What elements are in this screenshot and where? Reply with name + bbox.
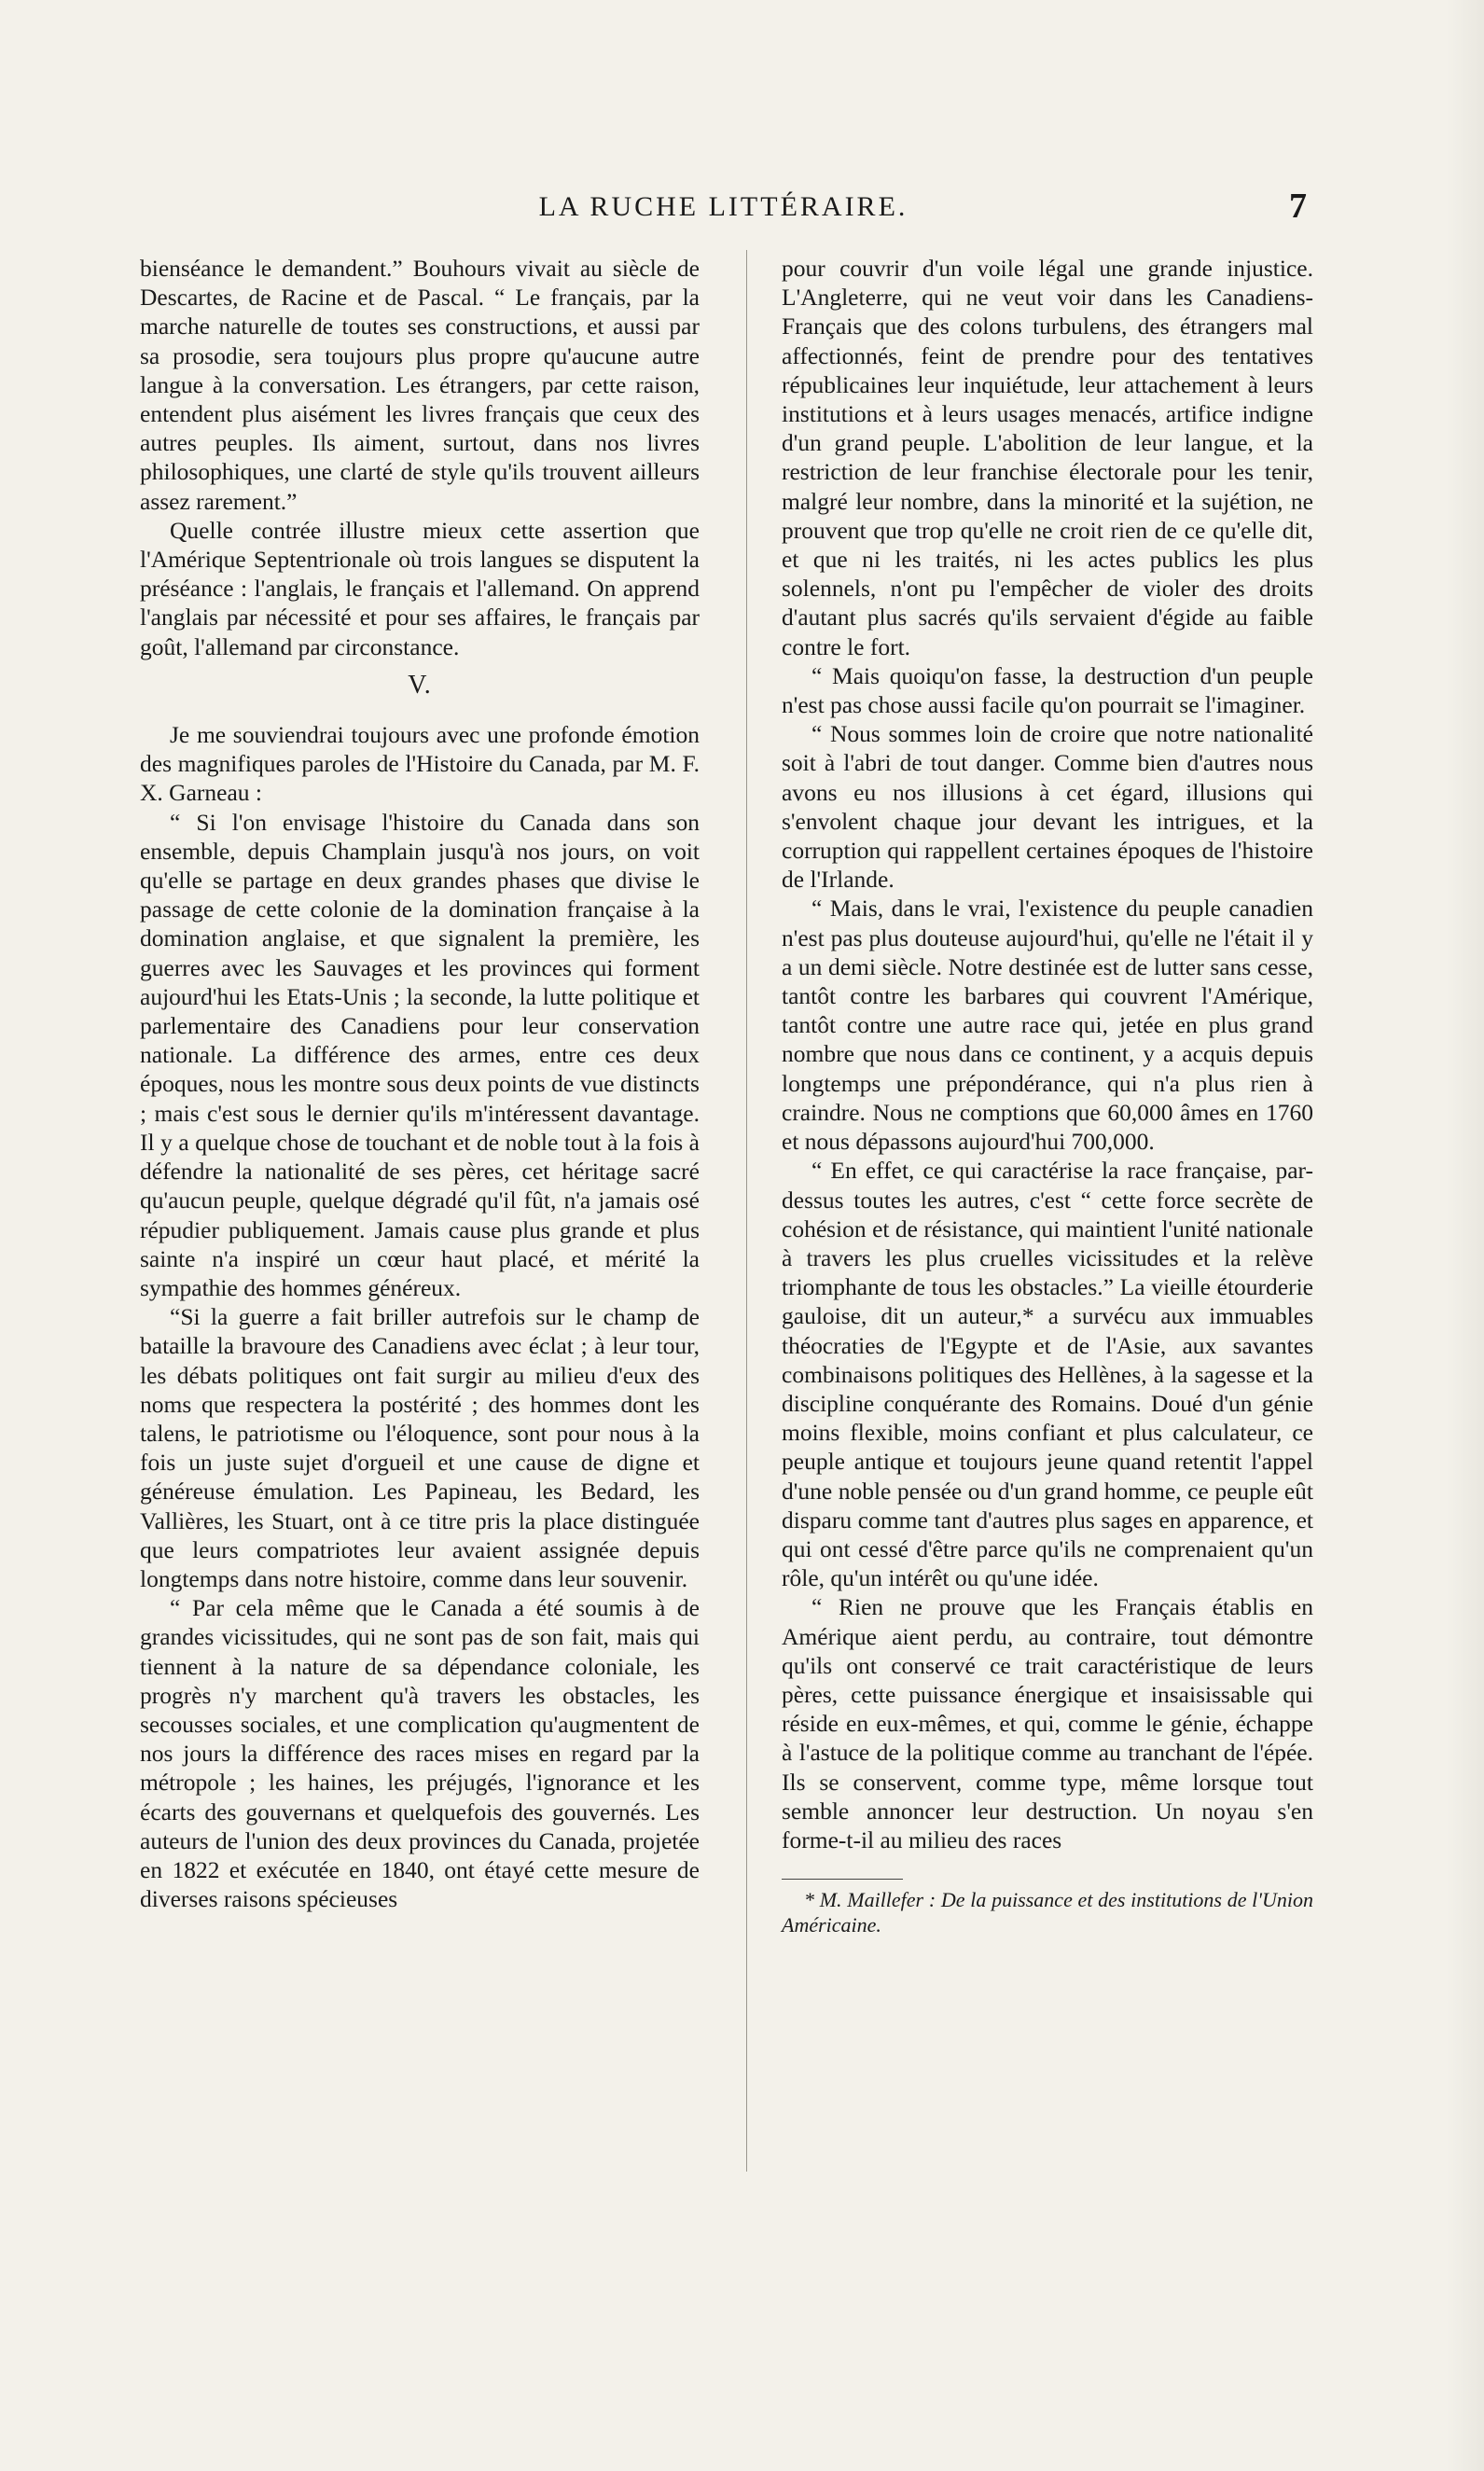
left-column <box>140 254 700 1913</box>
running-title: LA RUCHE LITTÉRAIRE. <box>538 191 908 222</box>
page-edge <box>1447 0 1484 2471</box>
paragraph: “ En effet, ce qui caractérise la race française, par-dessus toutes les autres, c'est “ cette force secrète de cohésion et de résistance, qui maintient l'unité nationale à travers les plus cruelles vicissitudes et la relève triomphante de tous les obstacles.” La vieille étourderie gauloise, dit un auteur,* a survécu aux immuables théocraties de l'Egypte et de l'Asie, aux savantes combinaisons politiques des Hellènes, à la sagesse et la discipline conquérante des Romains. Doué d'un génie moins flexible, moins confiant et plus calculateur, ce peuple antique et toujours jeune quand retentit l'appel d'une noble pensée ou d'un grand homme, ce peuple eût disparu comme tant d'autres plus sages en apparence, et qui ont cessé d'être parce qu'ils ne comprenaient qu'un rôle, qu'un intérêt ou qu'une idée. <box>782 1157 1313 1592</box>
paragraph: “Si la guerre a fait briller autrefois sur le champ de bataille la bravoure des Canadiens avec éclat ; à leur tour, les débats politiques ont fait surgir au milieu d'eux des noms que respectera la postérité ; des hommes dont les talens, le patriotisme ou l'éloquence, sont pour nous à la fois un juste sujet d'orgueil et une cause de digne et généreuse émulation. Les Papineau, les Bedard, les Vallières, les Stuart, ont à ce titre pris la place distinguée que leurs compatriotes leur avaient assignée depuis longtemps dans notre histoire, comme dans leur souvenir. <box>140 1303 700 1592</box>
paragraph: Quelle contrée illustre mieux cette assertion que l'Amérique Septentrionale où trois langues se disputent la préséance : l'anglais, le français et l'allemand. On apprend l'anglais par nécessité et pour ses affaires, le français par goût, l'allemand par circonstance. <box>140 516 700 660</box>
paragraph: Je me souviendrai toujours avec une profonde émotion des magnifiques paroles de l'Histoire du Canada, par M. F. X. Garneau : <box>140 721 700 807</box>
paragraph: “ Mais quoiqu'on fasse, la destruction d'un peuple n'est pas chose aussi facile qu'on pourrait se l'imaginer. <box>782 661 1313 719</box>
paragraph: “ Rien ne prouve que les Français établis en Amérique aient perdu, au contraire, tout démontre qu'ils ont conservé ce trait caractéristique de leurs pères, cette puissance énergique et insaisissable qui réside en eux-mêmes, et qui, comme le génie, échappe à l'astuce de la politique comme au tranchant de l'épée. Ils se conservent, comme type, même lorsque tout semble annoncer leur destruction. Un noyau s'en forme-t-il au milieu des races <box>782 1593 1313 1853</box>
paragraph: “ Nous sommes loin de croire que notre nationalité soit à l'abri de tout danger. Comme bien d'autres nous avons eu nos illusions à cet égard, illusions qui s'envolent chaque jour devant les intrigues, et la corruption qui rappellent certaines époques de l'histoire de l'Irlande. <box>782 720 1313 894</box>
footnote: * M. Maillefer : De la puissance et des institutions de l'Union Américaine. <box>782 1888 1313 1937</box>
paragraph: bienséance le demandent.” Bouhours vivait au siècle de Descartes, de Racine et de Pascal. “ Le français, par la marche naturelle de toutes ses constructions, et aussi par sa prosodie, sera toujours plus propre qu'aucune autre langue à la conversation. Les étrangers, par cette raison, entendent plus aisément les livres français que ceux des autres peuples. Ils aiment, surtout, dans nos livres philosophiques, une clarté de style qu'ils trouvent ailleurs assez rarement.” <box>140 255 700 515</box>
page-header <box>140 187 1307 238</box>
page-number: 7 <box>1289 187 1307 226</box>
footnote-rule <box>782 1879 903 1880</box>
paragraph: “ Mais, dans le vrai, l'existence du peuple canadien n'est pas plus douteuse aujourd'hui, qu'elle ne l'était il y a un demi siècle. Notre destinée est de lutter sans cesse, tantôt contre les barbares qui couvrent l'Amérique, tantôt contre une autre race qui, jetée en plus grand nombre que nous dans ce continent, y a acquis depuis longtemps une prépondérance, qui n'a plus rien à craindre. Nous ne comptions que 60,000 âmes en 1760 et nous dépassons aujourd'hui 700,000. <box>782 895 1313 1156</box>
section-heading: V. <box>408 670 432 700</box>
right-column <box>782 254 1313 1937</box>
paragraph: “ Par cela même que le Canada a été soumis à de grandes vicissitudes, qui ne sont pas de son fait, mais qui tiennent à la nature de sa dépendance coloniale, les progrès n'y marchent qu'à travers les obstacles, les secousses sociales, et une complication qu'augmentent de nos jours la différence des races mises en regard par la métropole ; les haines, les préjugés, l'ignorance et les écarts des gouvernans et quelquefois des gouvernés. Les auteurs de l'union des deux provinces du Canada, projetée en 1822 et exécutée en 1840, ont étayé cette mesure de diverses raisons spécieuses <box>140 1594 700 1913</box>
paragraph: “ Si l'on envisage l'histoire du Canada dans son ensemble, depuis Champlain jusqu'à nos jours, on voit qu'elle se partage en deux grandes phases que divise le passage de cette colonie de la domination française à la domination anglaise, et que signalent la première, les guerres avec les Sauvages et les provinces qui forment aujourd'hui les Etats-Unis ; la seconde, la lutte politique et parlementaire des Canadiens pour leur conservation nationale. La différence des armes, entre ces deux époques, nous les montre sous deux points de vue distincts ; mais c'est sous le dernier qu'ils m'intéressent davantage. Il y a quelque chose de touchant et de noble tout à la fois à défendre la nationalité de ses pères, cet héritage sacré qu'aucun peuple, quelque dégradé qu'il fût, n'a jamais osé répudier publiquement. Jamais cause plus grande et plus sainte n'a inspiré un cœur haut placé, et mérité la sympathie des hommes généreux. <box>140 808 700 1301</box>
column-rule <box>746 250 747 2172</box>
paragraph: pour couvrir d'un voile légal une grande injustice. L'Angleterre, qui ne veut voir dans les Canadiens-Français que des colons turbulens, des étrangers mal affectionnés, feint de prendre pour des tentatives républicaines leur inquiétude, leur attachement à leurs institutions et à leurs usages menacés, artifice indigne d'un grand peuple. L'abolition de leur langue, et la restriction de leur franchise électorale pour les tenir, malgré leur nombre, dans la minorité et la sujétion, ne prouvent que trop qu'elle ne croit rien de ce qu'elle dit, et que ni les traités, ni les actes publics les plus solennels, n'ont pu l'empêcher de violer des droits d'autant plus sacrés qu'ils servaient d'égide au faible contre le fort. <box>782 255 1313 660</box>
